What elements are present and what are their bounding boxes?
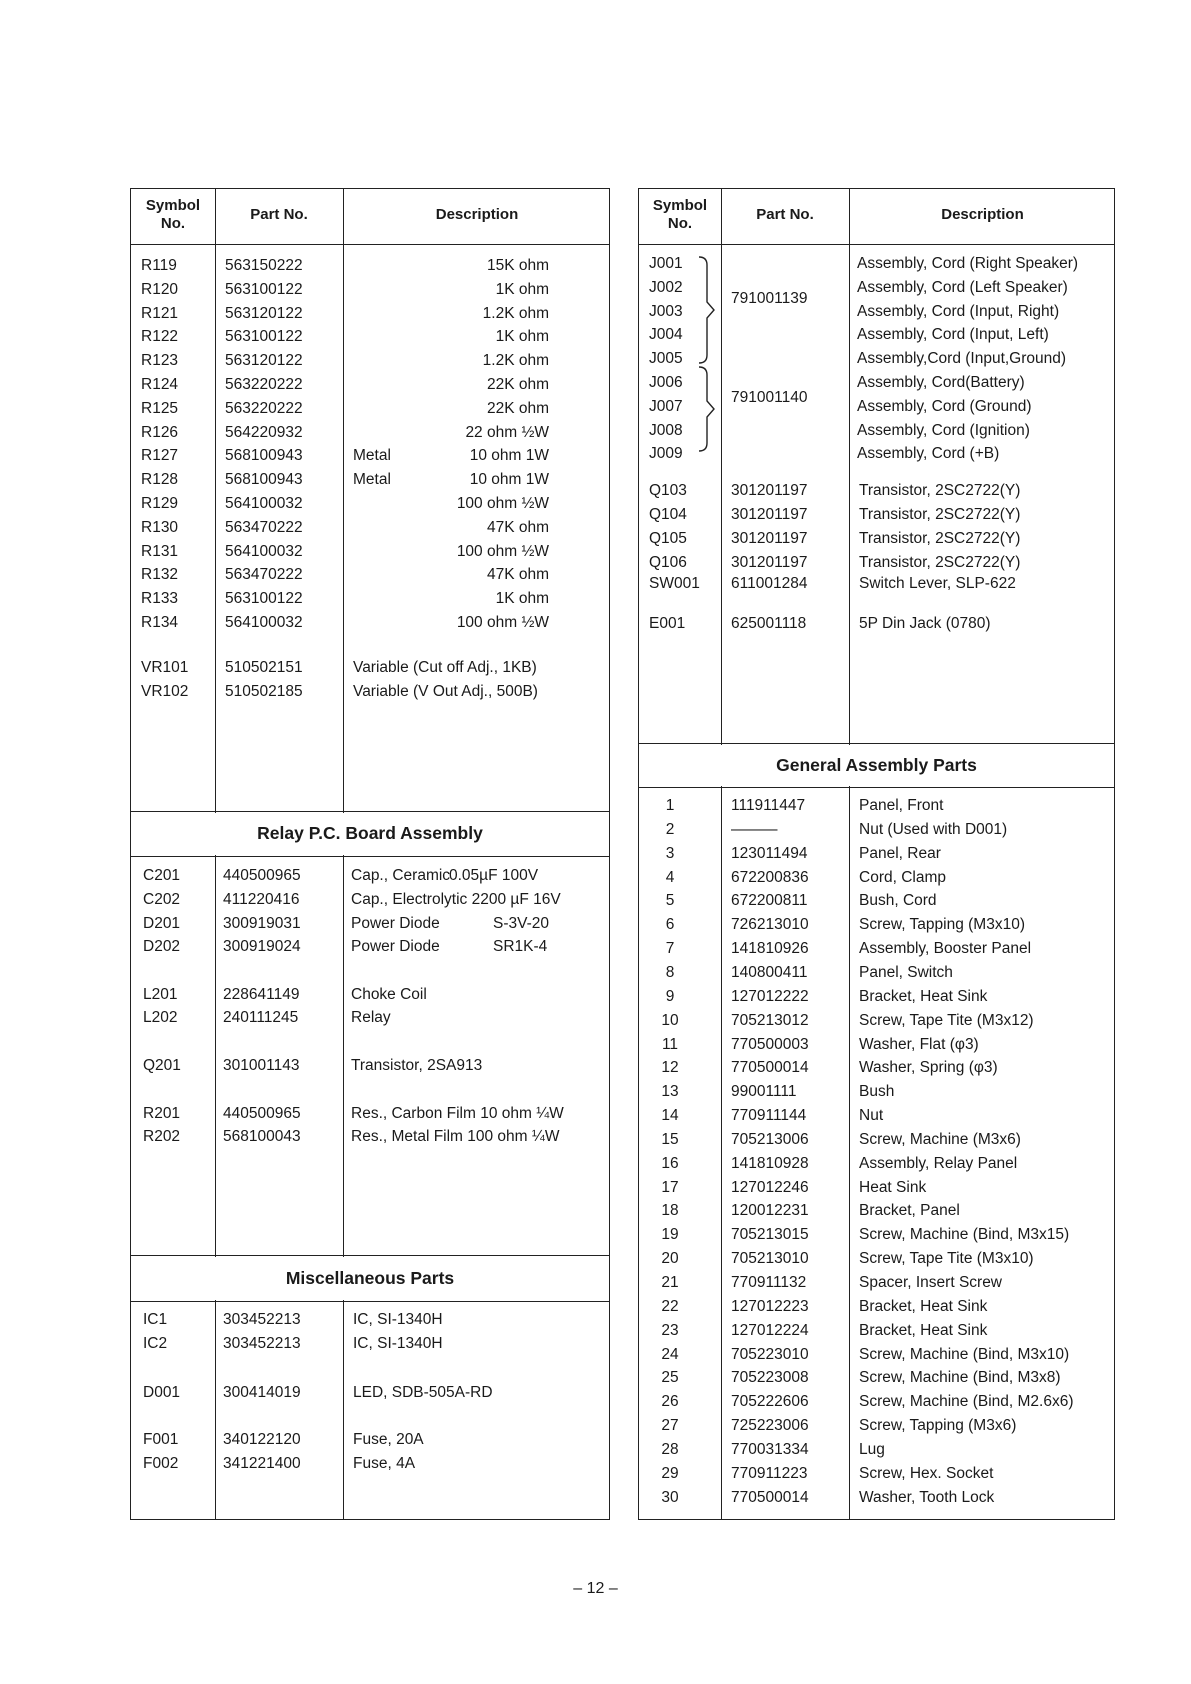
column-divider — [721, 189, 722, 1519]
general-item-no: 8 — [665, 963, 675, 981]
general-part-no: 127012222 — [731, 987, 809, 1005]
cord-description: Assembly, Cord (Left Speaker) — [857, 278, 1068, 296]
resistor-part-no: 563220222 — [225, 376, 303, 393]
cord-description: Assembly, Cord (+B) — [857, 445, 1000, 463]
general-description: Bracket, Panel — [859, 1202, 960, 1220]
cord-symbol: J003 — [649, 302, 683, 320]
misc-section-title: Miscellaneous Parts — [285, 1268, 455, 1288]
resistor-symbol: R120 — [141, 280, 179, 298]
general-item-no: 13 — [661, 1083, 679, 1101]
general-description: Nut — [859, 1107, 884, 1125]
general-description: Screw, Tapping (M3x10) — [859, 916, 1025, 934]
relay-part-no: 301001143 — [223, 1057, 300, 1074]
relay-spec: 0.05µF 100V — [449, 867, 539, 884]
cord-description: Assembly,Cord (Input,Ground) — [857, 350, 1067, 368]
general-item-no: 10 — [661, 1011, 679, 1029]
misc-symbol: F001 — [143, 1431, 179, 1448]
general-description: Lug — [859, 1440, 885, 1458]
page-number: – 12 – — [573, 1580, 618, 1597]
general-description: Screw, Machine (M3x6) — [859, 1130, 1021, 1148]
transistor-symbol: Q104 — [649, 506, 687, 523]
section-divider — [639, 787, 1114, 788]
relay-part-no: 300919024 — [223, 938, 301, 955]
resistor-symbol: R134 — [141, 614, 179, 631]
switch-part-no: 611001284 — [731, 575, 808, 592]
general-item-no: 3 — [665, 844, 675, 862]
relay-symbol: C201 — [143, 867, 181, 884]
relay-part-no: 411220416 — [223, 891, 300, 908]
resistor-value: 100 ohm ½W — [456, 542, 549, 560]
resistor-part-no: 568100943 — [225, 471, 303, 489]
general-part-no: 111911447 — [731, 797, 806, 814]
resistor-value: 15K ohm — [486, 257, 549, 274]
misc-symbol: F002 — [143, 1455, 179, 1472]
general-part-no: 705223008 — [731, 1369, 809, 1387]
general-item-no: 6 — [665, 916, 675, 934]
resistor-part-no: 563220222 — [225, 399, 303, 417]
general-item-no: 17 — [661, 1178, 679, 1196]
resistor-symbol: R125 — [141, 399, 179, 417]
general-part-no: 141810926 — [731, 940, 809, 958]
resistor-value: 1K ohm — [495, 280, 549, 298]
general-item-no: 26 — [661, 1393, 679, 1411]
misc-part-no: 340122120 — [223, 1431, 301, 1448]
general-part-no: 141810928 — [731, 1154, 809, 1172]
cord-symbol: J009 — [649, 445, 683, 463]
relay-symbol: C202 — [143, 891, 181, 908]
general-description: Bracket, Heat Sink — [859, 987, 988, 1005]
general-item-no: 28 — [661, 1440, 679, 1458]
relay-symbol: L201 — [143, 986, 178, 1003]
relay-symbol: D202 — [143, 938, 181, 955]
relay-description: Cap., Ceramic — [351, 867, 451, 884]
header-description: Description — [941, 206, 1024, 223]
general-part-no: 123011494 — [731, 844, 808, 862]
resistor-symbol: R124 — [141, 376, 179, 393]
cord-symbol: J008 — [649, 421, 683, 439]
relay-spec: SR1K-4 — [493, 938, 548, 955]
general-description: Washer, Flat (φ3) — [859, 1035, 979, 1053]
general-part-no: 120012231 — [731, 1202, 809, 1220]
general-description: Washer, Spring (φ3) — [859, 1059, 998, 1077]
general-description: Screw, Machine (Bind, M3x10) — [859, 1345, 1070, 1363]
cord-symbol: J005 — [649, 350, 683, 368]
resistor-part-no: 563120122 — [225, 352, 303, 370]
switch-symbol: SW001 — [649, 575, 700, 592]
resistor-symbol: R123 — [141, 352, 179, 370]
relay-part-no: 300919031 — [223, 915, 301, 932]
general-description: Bracket, Heat Sink — [859, 1321, 988, 1339]
general-part-no: 705223010 — [731, 1345, 809, 1363]
resistor-symbol: R126 — [141, 423, 179, 441]
relay-section-title: Relay P.C. Board Assembly — [257, 823, 483, 843]
left-parts-table — [130, 188, 610, 1520]
general-item-no: 15 — [661, 1130, 679, 1148]
general-part-no: 705213010 — [731, 1250, 809, 1268]
cord-description: Assembly, Cord (Ground) — [857, 397, 1032, 415]
general-description: Spacer, Insert Screw — [859, 1274, 1003, 1291]
resistor-part-no: 564100032 — [225, 614, 303, 631]
relay-description: Choke Coil — [351, 986, 427, 1003]
resistor-symbol: R130 — [141, 518, 179, 536]
general-part-no: 705213006 — [731, 1130, 809, 1148]
resistor-part-no: 563100122 — [225, 590, 303, 608]
resistor-symbol: R128 — [141, 471, 179, 489]
misc-part-no: 300414019 — [223, 1384, 301, 1401]
general-item-no: 21 — [661, 1274, 679, 1291]
variable-symbol: VR101 — [141, 659, 189, 676]
variable-description: Variable (V Out Adj., 500B) — [353, 683, 538, 700]
misc-symbol: IC1 — [143, 1311, 168, 1328]
general-description: Screw, Tape Tite (M3x12) — [859, 1011, 1034, 1029]
resistor-value: 10 ohm 1W — [469, 447, 549, 465]
general-description: Screw, Tape Tite (M3x10) — [859, 1250, 1034, 1268]
cord-description: Assembly, Cord(Battery) — [857, 374, 1025, 391]
resistor-value: 47K ohm — [486, 566, 549, 584]
general-item-no: 18 — [661, 1202, 679, 1220]
misc-symbol: D001 — [143, 1384, 181, 1401]
general-item-no: 1 — [665, 797, 675, 814]
resistor-part-no: 564220932 — [225, 423, 303, 441]
general-part-no: 726213010 — [731, 916, 809, 934]
general-item-no: 14 — [661, 1107, 679, 1125]
resistor-value: 100 ohm ½W — [456, 495, 549, 512]
right-parts-table — [638, 188, 1115, 1520]
relay-description: Cap., Electrolytic 2200 µF 16V — [351, 891, 561, 908]
transistor-part-no: 301201197 — [731, 506, 808, 523]
relay-part-no: 440500965 — [223, 867, 301, 884]
resistor-symbol: R133 — [141, 590, 179, 608]
general-description: Screw, Machine (Bind, M3x8) — [859, 1369, 1061, 1387]
general-part-no: 705222606 — [731, 1393, 809, 1411]
resistor-part-no: 568100943 — [225, 447, 303, 465]
general-item-no: 16 — [661, 1154, 679, 1172]
transistor-symbol: Q106 — [649, 554, 687, 571]
general-description: Nut (Used with D001) — [859, 820, 1008, 838]
cord-description: Assembly, Cord (Right Speaker) — [857, 255, 1079, 272]
general-description: Bush, Cord — [859, 892, 937, 910]
resistor-part-no: 563120122 — [225, 304, 303, 322]
general-item-no: 5 — [665, 892, 675, 910]
resistor-symbol: R122 — [141, 328, 179, 346]
general-description: Bracket, Heat Sink — [859, 1297, 988, 1315]
general-section-title: General Assembly Parts — [776, 755, 977, 775]
general-part-no: 672200836 — [731, 868, 809, 886]
relay-spec: S-3V-20 — [493, 915, 550, 932]
transistor-description: Transistor, 2SC2722(Y) — [859, 482, 1021, 499]
resistor-symbol: R127 — [141, 447, 179, 465]
general-item-no: 9 — [665, 987, 675, 1005]
cord-group-2-part-no: 791001140 — [731, 389, 808, 406]
resistor-part-no: 563100122 — [225, 280, 303, 298]
header-description: Description — [435, 206, 519, 223]
general-part-no: 99001111 — [731, 1083, 797, 1101]
relay-description: Res., Carbon Film 10 ohm ¼W — [351, 1105, 564, 1122]
resistor-part-no: 563470222 — [225, 518, 303, 536]
resistor-part-no: 563150222 — [225, 257, 303, 274]
general-description: Bush — [859, 1083, 895, 1101]
general-part-no: 127012246 — [731, 1178, 809, 1196]
general-part-no: 770911132 — [731, 1274, 807, 1291]
resistor-value: 1K ohm — [495, 590, 549, 608]
general-item-no: 23 — [661, 1321, 679, 1339]
relay-description: Power Diode — [351, 915, 440, 932]
relay-description: Transistor, 2SA913 — [351, 1057, 483, 1074]
misc-description: LED, SDB-505A-RD — [353, 1384, 493, 1401]
general-part-no: 770911144 — [731, 1107, 807, 1125]
variable-description: Variable (Cut off Adj., 1KB) — [353, 659, 537, 676]
variable-part-no: 510502151 — [225, 659, 303, 676]
relay-symbol: R201 — [143, 1105, 181, 1122]
general-item-no: 25 — [661, 1369, 679, 1387]
general-description: Heat Sink — [859, 1178, 927, 1196]
column-divider — [849, 189, 850, 1519]
resistor-symbol: R119 — [141, 257, 177, 274]
misc-description: Fuse, 20A — [353, 1431, 424, 1448]
general-part-no: 672200811 — [731, 892, 808, 910]
general-description: Panel, Switch — [859, 963, 953, 981]
transistor-description: Transistor, 2SC2722(Y) — [859, 506, 1021, 523]
resistor-value: 47K ohm — [486, 518, 549, 536]
resistor-value: 1K ohm — [495, 328, 549, 346]
relay-description: Power Diode — [351, 938, 440, 955]
relay-symbol: R202 — [143, 1128, 181, 1145]
general-part-no: 705213015 — [731, 1226, 809, 1244]
general-part-no: 770031334 — [731, 1440, 809, 1458]
general-item-no: 12 — [661, 1059, 679, 1077]
general-item-no: 11 — [661, 1035, 679, 1053]
header-part-no: Part No. — [250, 206, 308, 223]
cord-symbol: J007 — [649, 397, 683, 415]
general-item-no: 27 — [661, 1417, 679, 1435]
misc-part-no: 303452213 — [223, 1335, 301, 1352]
general-description: Screw, Hex. Socket — [859, 1464, 994, 1482]
general-item-no: 7 — [665, 940, 675, 958]
transistor-part-no: 301201197 — [731, 554, 808, 571]
resistor-value: 10 ohm 1W — [469, 471, 549, 489]
header-divider — [131, 244, 609, 245]
general-item-no: 29 — [661, 1464, 679, 1482]
header-divider — [639, 244, 1114, 245]
resistor-type: Metal — [353, 447, 391, 465]
general-description: Panel, Rear — [859, 844, 941, 862]
general-description: Screw, Machine (Bind, M3x15) — [859, 1226, 1070, 1244]
switch-description: Switch Lever, SLP-622 — [859, 575, 1016, 592]
transistor-part-no: 301201197 — [731, 482, 808, 499]
resistor-value: 100 ohm ½W — [456, 614, 549, 631]
relay-description: Relay — [351, 1009, 391, 1026]
misc-symbol: IC2 — [143, 1335, 168, 1352]
general-description: Assembly, Relay Panel — [859, 1154, 1018, 1172]
relay-part-no: 440500965 — [223, 1105, 301, 1122]
general-item-no: 20 — [661, 1250, 679, 1268]
general-part-no: 770500014 — [731, 1488, 809, 1506]
general-item-no: 19 — [661, 1226, 679, 1244]
section-divider — [131, 1301, 609, 1302]
resistor-part-no: 563470222 — [225, 566, 303, 584]
relay-part-no: 228641149 — [223, 986, 300, 1003]
resistor-value: 22K ohm — [486, 399, 549, 417]
transistor-part-no: 301201197 — [731, 530, 808, 547]
resistor-symbol: R121 — [141, 304, 179, 322]
cord-symbol: J002 — [649, 278, 683, 296]
general-part-no: 770500014 — [731, 1059, 809, 1077]
general-description: Washer, Tooth Lock — [859, 1488, 995, 1506]
transistor-symbol: Q105 — [649, 530, 687, 547]
resistor-value: 1.2K ohm — [482, 352, 549, 370]
general-part-no: 770911223 — [731, 1464, 808, 1482]
general-part-no: 127012223 — [731, 1297, 809, 1315]
general-part-no: 725223006 — [731, 1417, 809, 1435]
misc-description: IC, SI-1340H — [353, 1335, 443, 1352]
cord-description: Assembly, Cord (Input, Left) — [857, 326, 1049, 344]
resistor-symbol: R129 — [141, 495, 179, 512]
jack-description: 5P Din Jack (0780) — [859, 615, 991, 632]
relay-part-no: 240111245 — [223, 1009, 299, 1026]
misc-part-no: 303452213 — [223, 1311, 301, 1328]
relay-symbol: L202 — [143, 1009, 178, 1026]
general-description: Assembly, Booster Panel — [859, 940, 1032, 958]
header-part-no: Part No. — [756, 206, 814, 223]
brace-group-1 — [697, 255, 719, 365]
general-description: Panel, Front — [859, 797, 944, 814]
resistor-part-no: 563100122 — [225, 328, 303, 346]
general-part-no: 140800411 — [731, 963, 808, 981]
general-part-no: 770500003 — [731, 1035, 809, 1053]
cord-symbol: J006 — [649, 374, 683, 391]
resistor-value: 22K ohm — [486, 376, 549, 393]
misc-description: IC, SI-1340H — [353, 1311, 443, 1328]
general-item-no: 30 — [661, 1488, 679, 1506]
relay-description: Res., Metal Film 100 ohm ¼W — [351, 1128, 560, 1145]
transistor-description: Transistor, 2SC2722(Y) — [859, 554, 1021, 571]
general-part-no: 127012224 — [731, 1321, 809, 1339]
variable-part-no: 510502185 — [225, 683, 303, 700]
resistor-value: 22 ohm ½W — [465, 423, 549, 441]
section-divider — [131, 856, 609, 857]
general-description: Screw, Tapping (M3x6) — [859, 1417, 1017, 1435]
general-description: Screw, Machine (Bind, M2.6x6) — [859, 1393, 1074, 1411]
relay-part-no: 568100043 — [223, 1128, 301, 1145]
relay-symbol: Q201 — [143, 1057, 181, 1074]
cord-description: Assembly, Cord (Input, Right) — [857, 302, 1060, 320]
general-item-no: 24 — [661, 1345, 679, 1363]
resistor-symbol: R132 — [141, 566, 179, 584]
general-description: Cord, Clamp — [859, 868, 946, 886]
header-symbol: Symbol No. — [652, 197, 708, 232]
resistor-value: 1.2K ohm — [482, 304, 549, 322]
jack-symbol: E001 — [649, 615, 686, 632]
resistor-part-no: 564100032 — [225, 542, 303, 560]
brace-group-2 — [697, 365, 719, 453]
resistor-type: Metal — [353, 471, 391, 489]
general-item-no: 2 — [665, 820, 675, 838]
general-item-no: 22 — [661, 1297, 679, 1315]
relay-symbol: D201 — [143, 915, 181, 932]
resistor-part-no: 564100032 — [225, 495, 303, 512]
misc-description: Fuse, 4A — [353, 1455, 416, 1472]
header-symbol: Symbol No. — [145, 197, 201, 232]
transistor-description: Transistor, 2SC2722(Y) — [859, 530, 1021, 547]
general-part-no: ——— — [731, 820, 778, 838]
general-item-no: 4 — [665, 868, 675, 886]
transistor-symbol: Q103 — [649, 482, 687, 499]
variable-symbol: VR102 — [141, 683, 189, 700]
general-part-no: 705213012 — [731, 1011, 809, 1029]
jack-part-no: 625001118 — [731, 615, 807, 632]
cord-group-1-part-no: 791001139 — [731, 290, 808, 307]
misc-part-no: 341221400 — [223, 1455, 301, 1472]
cord-symbol: J004 — [649, 326, 683, 344]
cord-symbol: J001 — [649, 255, 683, 272]
cord-description: Assembly, Cord (Ignition) — [857, 421, 1030, 439]
resistor-symbol: R131 — [141, 542, 179, 560]
